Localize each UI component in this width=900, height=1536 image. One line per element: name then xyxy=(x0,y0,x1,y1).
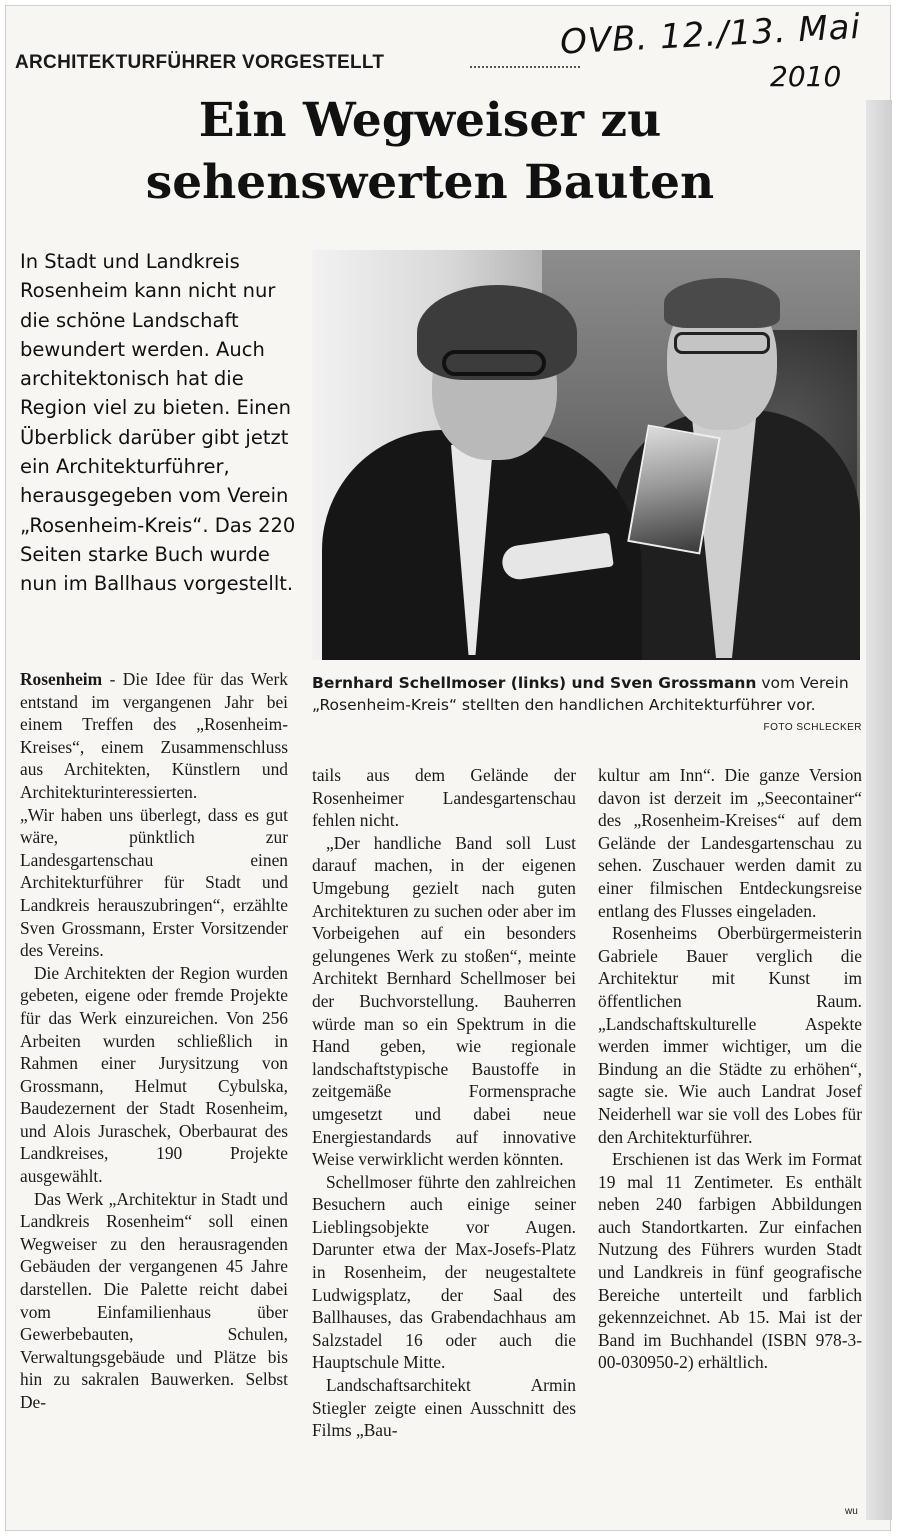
paragraph: „Wir haben uns überlegt, dass es gut wäre, pünktlich zur Landesgartenschau einen Architekturführer für Stadt und Landkreis herauszubringen“, erzählte Sven Grossmann, Erster Vorsitzender des Vereins. xyxy=(20,804,288,961)
paragraph: Schellmoser führte den zahlreichen Besuchern auch einige seiner Lieblingsobjekte vor Augen. Darunter etwa der Max-Josefs-Platz in Rosenheim, der neugestaltete Ludwigsplatz, der Saal des Ballhauses, das Grabendachhaus am Salzstadel 16 oder auch die Hauptschule Mitte. xyxy=(312,1171,576,1373)
article-lede: In Stadt und Landkreis Rosenheim kann nicht nur die schöne Landschaft bewundert werden. Auch architektonisch hat die Region viel zu bieten. Einen Überblick darüber gibt jetzt ein Architekturführer, herausgegeben vom Verein „Rosenheim-Kreis“. Das 220 Seiten starke Buch wurde nun im Ballhaus vorgestellt. xyxy=(20,250,296,596)
kicker-dotted-rule xyxy=(470,66,580,68)
article-photo xyxy=(312,250,860,660)
paragraph-text: - Die Idee für das Werk entstand im vergangenen Jahr bei einem Treffen des „Rosenheim-Kreises“, einem Zusammenschluss aus Architekten, Künstlern und Architekturinteressierten. xyxy=(20,669,288,802)
paragraph: tails aus dem Gelände der Rosenheimer Landesgartenschau fehlen nicht. xyxy=(312,765,576,831)
headline-line-2: sehenswerten Bauten xyxy=(145,155,715,210)
photo-caption xyxy=(312,672,862,716)
photo-person-left-glasses xyxy=(442,350,546,376)
paragraph: Erschienen ist das Werk im Format 19 mal 11 Zentimeter. Es enthält neben 240 farbigen Abbildungen auch Standortkarten. Zur einfachen Nutzung des Führers wurden Stadt und Landkreis in fünf geografische Bereiche unterteilt und farblich gekennzeichnet. Ab 15. Mai ist der Band im Buchhandel (ISBN 978-3-00-030950-2) erhältlich. xyxy=(598,1149,862,1373)
article-headline xyxy=(0,90,860,214)
paragraph: „Der handliche Band soll Lust darauf machen, in der eigenen Umgebung gezielt nach guten Architekturen zu suchen oder aber im Vorbeigehen auf ein besonders gelungenes Werk zu stoßen“, meinte Architekt Bernhard Schellmoser bei der Buchvorstellung. Bauherren würde man so ein Spektrum in die Hand geben, wie regionale landschaftstypische Baustoffe in zeitgemäße Formensprache umgesetzt und dabei neue Energiestandards auf innovative Weise verwirklicht werden könnten. xyxy=(312,832,576,1170)
adjacent-page-edge xyxy=(866,100,892,1520)
paragraph: Die Architekten der Region wurden gebeten, eigene oder fremde Projekte für das Werk einzureichen. Von 256 Arbeiten wurden schließlich in Rahmen einer Jurysitzung von Grossmann, Helmut Cybulska, Baudezernent der Stadt Rosenheim, und Alois Juraschek, Oberbaurat des Landkreises, 190 Projekte ausgewählt. xyxy=(20,962,288,1187)
headline-line-1: Ein Wegweiser zu xyxy=(198,93,662,148)
paragraph xyxy=(20,668,288,804)
paragraph: Landschaftsarchitekt Armin Stiegler zeigte einen Ausschnitt des Films „Bau- xyxy=(312,1375,576,1441)
handwritten-source-note: OVB. 12./13. Mai xyxy=(559,6,862,63)
handwritten-year: 2010 xyxy=(770,60,842,93)
photo-credit: FOTO SCHLECKER xyxy=(763,722,862,733)
article-column-3 xyxy=(598,764,862,1374)
dateline: Rosenheim xyxy=(20,669,103,689)
paragraph: kultur am Inn“. Die ganze Version davon ist derzeit im „Seecontainer“ des „Rosenheim-Kreises“ auf dem Gelände der Landesgartenschau zu sehen. Zuschauer werden damit zu einer filmischen Entdeckungsreise entlang des Flusses eingeladen. xyxy=(598,765,862,921)
section-kicker: ARCHITEKTURFÜHRER VORGESTELLT xyxy=(15,52,385,73)
photo-person-right-glasses xyxy=(674,332,770,354)
photo-person-right-hair xyxy=(664,278,780,328)
article-column-2 xyxy=(312,764,576,1442)
caption-text: vom Verein „Rosenheim-Kreis“ stellten den handlichen Architekturführer vor. xyxy=(312,674,849,714)
paragraph: Das Werk „Architektur in Stadt und Landkreis Rosenheim“ soll einen Wegweiser zu den herausragenden Gebäuden der vergangenen 45 Jahre darstellen. Die Palette reicht dabei vom Einfamilienhaus über Gewerbebauten, Schulen, Verwaltungsgebäude und Plätze bis hin zu sakralen Bauwerken. Selbst De- xyxy=(20,1188,288,1412)
paragraph: Rosenheims Oberbürgermeisterin Gabriele Bauer verglich die Architektur mit Kunst im öffentlichen Raum. „Landschaftskulturelle Aspekte werden immer wichtiger, um die Bindung an die Städte zu erhöhen“, sagte sie. Wie auch Landrat Josef Neiderhell war sie voll des Lobes für den Architekturführer. xyxy=(598,923,862,1147)
caption-names: Bernhard Schellmoser (links) und Sven Grossmann xyxy=(312,674,757,692)
author-initials: wu xyxy=(845,1506,858,1517)
article-column-1 xyxy=(20,668,288,1414)
